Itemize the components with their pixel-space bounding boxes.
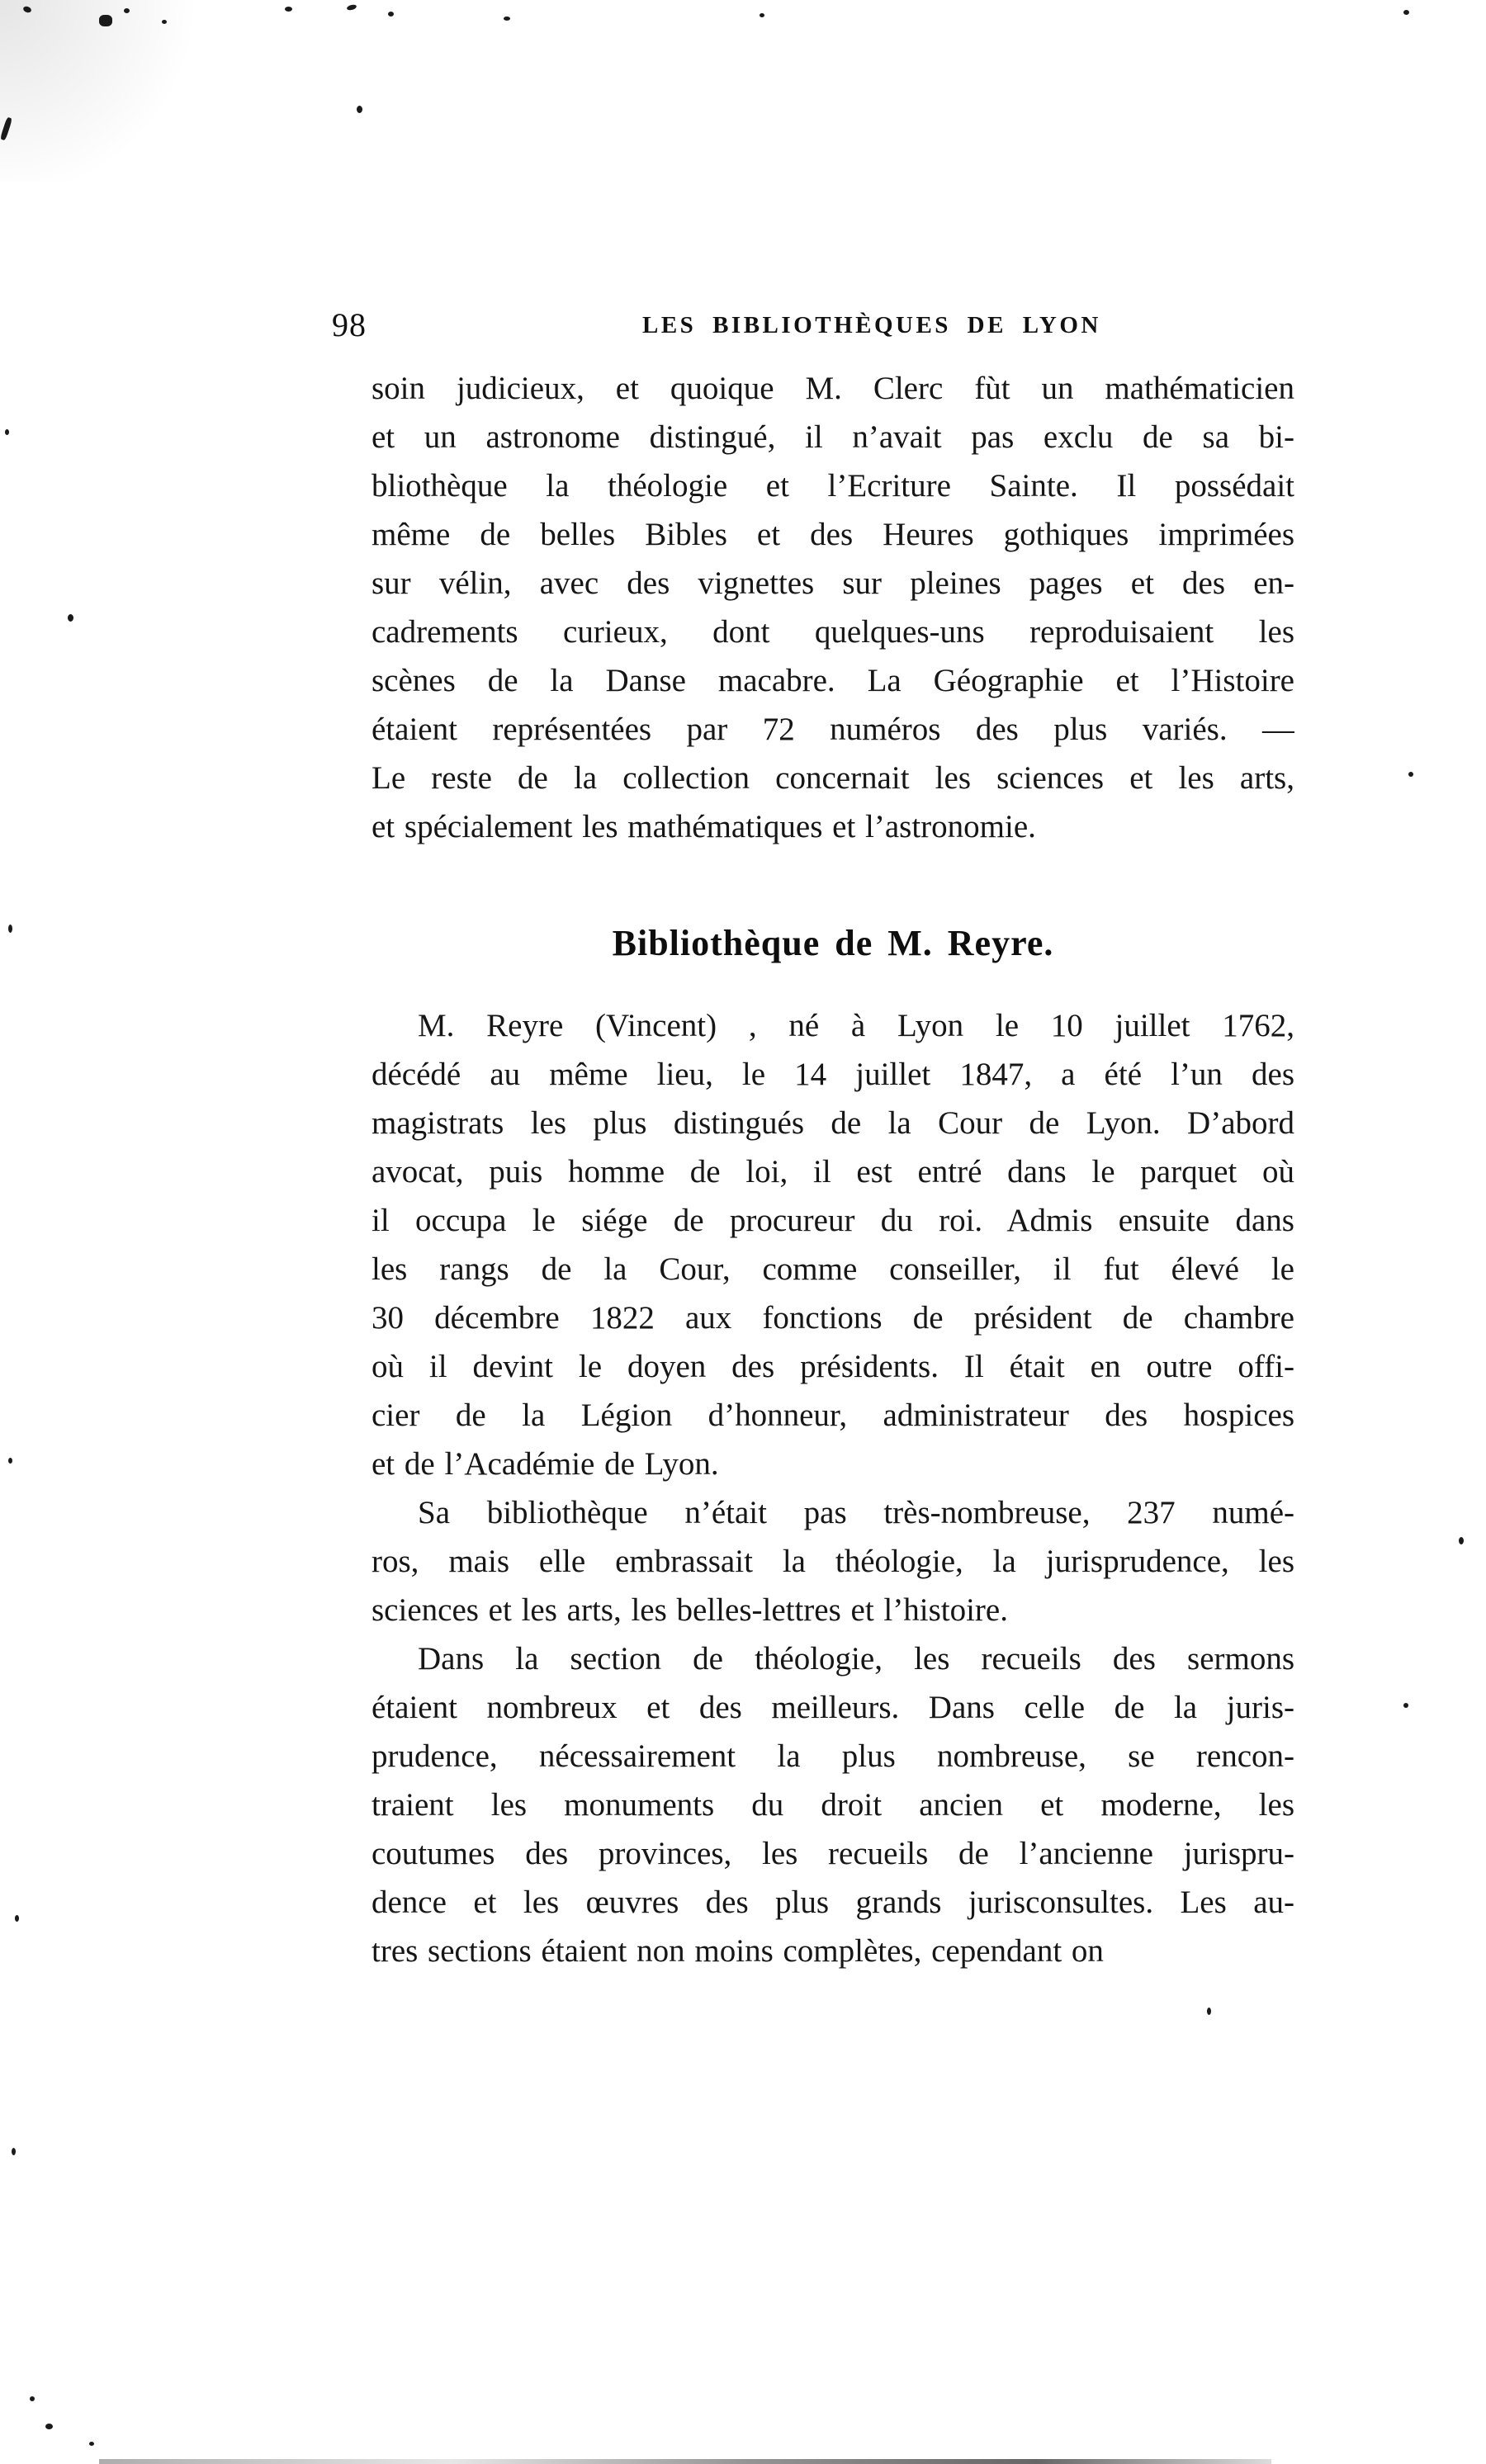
scan-noise xyxy=(8,925,12,933)
text-line: prudence, nécessairement la plus nombreuse, se rencon- xyxy=(372,1738,1294,1774)
text-line: bliothèque la théologie et l’Ecriture Sainte. Il possédait xyxy=(372,468,1294,504)
text-line: cadrements curieux, dont quelques-uns reproduisaient les xyxy=(372,614,1294,650)
scan-noise xyxy=(1408,772,1413,777)
page-number: 98 xyxy=(332,306,367,343)
running-title: LES BIBLIOTHÈQUES DE LYON xyxy=(642,312,1101,338)
paragraph-clerc-library xyxy=(372,364,1294,851)
scan-noise xyxy=(388,12,394,17)
scan-noise xyxy=(162,20,167,24)
text-line: même de belles Bibles et des Heures gothiques imprimées xyxy=(372,517,1294,552)
scan-noise xyxy=(1207,2008,1211,2015)
text-line: 30 décembre 1822 aux fonctions de président de chambre xyxy=(372,1300,1294,1336)
text-line: soin judicieux, et quoique M. Clerc fùt un mathématicien xyxy=(372,371,1294,406)
text-line: Le reste de la collection concernait les sciences et les arts, xyxy=(372,760,1294,796)
scan-noise xyxy=(68,614,73,622)
text-line: M. Reyre (Vincent) , né à Lyon le 10 juillet 1762, xyxy=(418,1008,1294,1043)
text-line: et spécialement les mathématiques et l’astronomie. xyxy=(372,809,1036,844)
text-line: les rangs de la Cour, comme conseiller, il fut élevé le xyxy=(372,1251,1294,1287)
scan-noise xyxy=(760,13,764,17)
text-line: magistrats les plus distingués de la Cour de Lyon. D’abord xyxy=(372,1105,1294,1141)
scan-noise xyxy=(346,4,357,12)
text-line: Sa bibliothèque n’était pas très-nombreuse, 237 numé- xyxy=(418,1495,1294,1530)
scan-noise xyxy=(99,15,112,26)
text-line: il occupa le siége de procureur du roi. Admis ensuite dans xyxy=(372,1203,1294,1238)
scan-noise xyxy=(504,17,510,21)
text-line: dence et les œuvres des plus grands jurisconsultes. Les au- xyxy=(372,1885,1294,1920)
scan-noise xyxy=(285,7,292,12)
paragraph-reyre-biography xyxy=(372,1001,1294,1488)
text-line: traient les monuments du droit ancien et moderne, les xyxy=(372,1787,1294,1823)
text-line: et un astronome distingué, il n’avait pas exclu de sa bi- xyxy=(372,419,1294,455)
text-line: décédé au même lieu, le 14 juillet 1847, a été l’un des xyxy=(372,1057,1294,1092)
scan-noise xyxy=(89,2442,94,2446)
scan-noise xyxy=(357,106,362,113)
scan-noise xyxy=(8,1458,12,1464)
text-line: tres sections étaient non moins complètes, cependant on xyxy=(372,1933,1104,1969)
text-line: où il devint le doyen des présidents. Il était en outre offi- xyxy=(372,1349,1294,1384)
scan-noise xyxy=(124,8,130,13)
scan-noise xyxy=(45,2424,53,2429)
text-block xyxy=(372,364,1294,1975)
scan-noise xyxy=(30,2396,35,2401)
text-line: scènes de la Danse macabre. La Géographie et l’Histoire xyxy=(372,663,1294,698)
text-line: et de l’Académie de Lyon. xyxy=(372,1446,719,1482)
text-line: Dans la section de théologie, les recueils des sermons xyxy=(418,1641,1294,1677)
text-line: coutumes des provinces, les recueils de l’ancienne jurispru- xyxy=(372,1836,1294,1871)
text-line: sur vélin, avec des vignettes sur pleines pages et des en- xyxy=(372,565,1294,601)
scan-noise xyxy=(12,2148,16,2155)
text-line: cier de la Légion d’honneur, administrateur des hospices xyxy=(372,1398,1294,1433)
scan-noise xyxy=(15,1915,19,1922)
scan-noise xyxy=(1459,1537,1464,1544)
scan-noise xyxy=(1403,10,1409,15)
scan-noise xyxy=(5,429,9,435)
text-line: avocat, puis homme de loi, il est entré dans le parquet où xyxy=(372,1154,1294,1189)
text-line: sciences et les arts, les belles-lettres et l’histoire. xyxy=(372,1592,1008,1628)
scan-noise xyxy=(1403,1703,1408,1708)
scan-edge-artifact xyxy=(99,2459,1271,2464)
section-heading: Bibliothèque de M. Reyre. xyxy=(612,923,1054,963)
text-line: étaient nombreux et des meilleurs. Dans celle de la juris- xyxy=(372,1690,1294,1725)
text-line: ros, mais elle embrassait la théologie, la jurisprudence, les xyxy=(372,1544,1294,1579)
paragraph-reyre-library-overview xyxy=(372,1488,1294,1634)
text-line: étaient représentées par 72 numéros des plus variés. — xyxy=(372,712,1294,747)
scan-shadow xyxy=(0,0,215,182)
paragraph-reyre-library-sections xyxy=(372,1634,1294,1975)
